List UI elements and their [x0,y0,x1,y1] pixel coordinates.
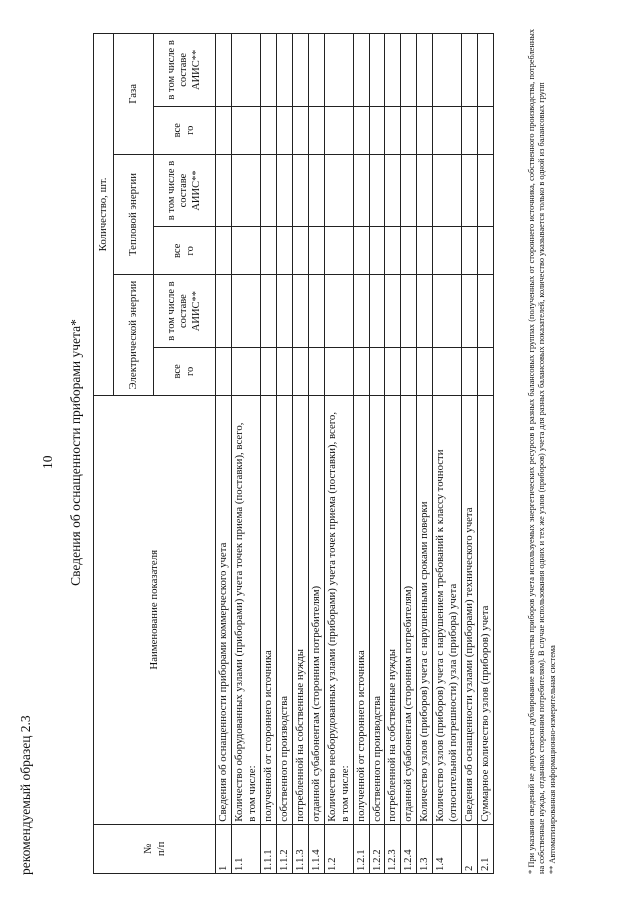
row-number: 1.1.2 [276,824,292,873]
value-cell[interactable] [369,154,385,227]
value-cell[interactable] [216,34,232,107]
value-cell[interactable] [260,227,276,275]
table-row [353,34,369,874]
value-cell[interactable] [308,347,324,395]
page-number: 10 [40,455,55,469]
table-row [433,34,462,874]
row-name: потребленной на собственные нужды [292,395,308,824]
row-number: 1.1.4 [308,824,324,873]
row-name: Количество узлов (приборов) учета с нарушением требований к классу точности (относительной погрешности) узла (прибора) учета [433,395,462,824]
value-cell[interactable] [417,227,433,275]
table-row [478,34,494,874]
footnote-1: * При указании сведений не допускается дублирование количества приборов учета используемых энергетических ресурсов в разных балансовых группах (полученных от стороннего источника, собственного производства, потребленных на собственные нужды, отданных сторонним потребителям). В случае использования одних и тех же узлов (приборов) учета для разных балансовых показателей, количество указывается только в одной из балансовых групп [527,29,547,874]
value-cell[interactable] [231,347,260,395]
row-name: полученной от стороннего источника [260,395,276,824]
row-name: отданной субабонентам (сторонним потребителям) [401,395,417,824]
row-number: 1.4 [433,824,462,873]
value-cell[interactable] [353,34,369,107]
row-name: собственного производства [369,395,385,824]
value-cell[interactable] [231,227,260,275]
value-cell[interactable] [385,106,401,154]
value-cell[interactable] [308,275,324,348]
value-cell[interactable] [231,275,260,348]
value-cell[interactable] [308,154,324,227]
row-name: Суммарное количество узлов (приборов) учета [478,395,494,824]
value-cell[interactable] [433,347,462,395]
value-cell[interactable] [478,34,494,107]
value-cell[interactable] [478,227,494,275]
value-cell[interactable] [260,34,276,107]
value-cell[interactable] [433,227,462,275]
value-cell[interactable] [385,347,401,395]
value-cell[interactable] [292,227,308,275]
value-cell[interactable] [369,34,385,107]
table-row [216,34,232,874]
table-row [401,34,417,874]
table-row [292,34,308,874]
value-cell[interactable] [292,34,308,107]
row-name: потребленной на собственные нужды [385,395,401,824]
value-cell[interactable] [369,275,385,348]
footnote-2: ** Автоматизированная информационно-измерительная система [547,645,557,874]
value-cell[interactable] [401,106,417,154]
value-cell[interactable] [231,154,260,227]
value-cell[interactable] [401,227,417,275]
row-number: 2.1 [478,824,494,873]
value-cell[interactable] [417,154,433,227]
value-cell[interactable] [462,154,478,227]
row-name: Сведения об оснащенности узлами (приборами) технического учета [462,395,478,824]
value-cell[interactable] [216,275,232,348]
col-name-header: Наименование показателя [94,395,216,824]
value-cell[interactable] [292,275,308,348]
value-cell[interactable] [433,106,462,154]
value-cell[interactable] [462,275,478,348]
table-row [324,34,353,874]
sub-header-total: все го [154,106,216,154]
row-name: полученной от стороннего источника [353,395,369,824]
value-cell[interactable] [385,34,401,107]
value-cell[interactable] [401,275,417,348]
row-name: Количество узлов (приборов) учета с нарушенными сроками поверки [417,395,433,824]
table-row [231,34,260,874]
value-cell[interactable] [401,34,417,107]
table-row [276,34,292,874]
value-cell[interactable] [369,227,385,275]
group-header-electric: Электрической энергии [114,275,154,396]
value-cell[interactable] [417,106,433,154]
value-cell[interactable] [324,34,353,107]
col-num-header [94,824,216,873]
value-cell[interactable] [478,347,494,395]
page-title: Сведения об оснащенности приборами учета* [68,319,83,586]
value-cell[interactable] [353,227,369,275]
value-cell[interactable] [353,275,369,348]
footnotes [527,29,558,874]
value-cell[interactable] [276,275,292,348]
table-row [385,34,401,874]
value-cell[interactable] [216,154,232,227]
row-number: 1.2 [324,824,353,873]
value-cell[interactable] [308,106,324,154]
value-cell[interactable] [433,34,462,107]
row-number: 1.1.1 [260,824,276,873]
row-number: 2 [462,824,478,873]
value-cell[interactable] [385,154,401,227]
value-cell[interactable] [216,227,232,275]
row-number: 1.3 [417,824,433,873]
value-cell[interactable] [292,106,308,154]
value-cell[interactable] [324,106,353,154]
value-cell[interactable] [216,106,232,154]
group-header-heat: Тепловой энергии [114,154,154,275]
value-cell[interactable] [292,347,308,395]
value-cell[interactable] [260,275,276,348]
row-number: 1 [216,824,232,873]
value-cell[interactable] [462,227,478,275]
row-name: Количество необорудованных узлами (приборами) учета точек приема (поставки), всего, в том числе: [324,395,353,824]
col-num-label: № п/п [141,841,167,857]
sub-header-total: все го [154,227,216,275]
value-cell[interactable] [417,347,433,395]
value-cell[interactable] [324,347,353,395]
value-cell[interactable] [276,154,292,227]
value-cell[interactable] [401,347,417,395]
value-cell[interactable] [417,275,433,348]
value-cell[interactable] [462,347,478,395]
row-name: Сведения об оснащенности приборами коммерческого учета [216,395,232,824]
value-cell[interactable] [353,154,369,227]
value-cell[interactable] [462,34,478,107]
value-cell[interactable] [401,154,417,227]
row-number: 1.1 [231,824,260,873]
sub-header-aiis: в том числе в составе АИИС** [154,34,216,107]
value-cell[interactable] [478,154,494,227]
table-row [260,34,276,874]
value-cell[interactable] [462,106,478,154]
row-name: отданной субабонентам (сторонним потребителям) [308,395,324,824]
value-cell[interactable] [478,275,494,348]
value-cell[interactable] [478,106,494,154]
value-cell[interactable] [433,275,462,348]
sub-header-aiis: в том числе в составе АИИС** [154,275,216,348]
value-cell[interactable] [292,154,308,227]
table-row [462,34,478,874]
value-cell[interactable] [276,34,292,107]
value-cell[interactable] [417,34,433,107]
row-number: 1.2.2 [369,824,385,873]
value-cell[interactable] [260,154,276,227]
value-cell[interactable] [276,347,292,395]
value-cell[interactable] [353,347,369,395]
row-number: 1.2.3 [385,824,401,873]
value-cell[interactable] [324,227,353,275]
row-number: 1.2.1 [353,824,369,873]
value-cell[interactable] [231,34,260,107]
sub-header-aiis: в том числе в составе АИИС** [154,154,216,227]
value-cell[interactable] [260,347,276,395]
row-number: 1.2.4 [401,824,417,873]
group-header-gas: Газа [114,34,154,155]
row-name: Количество оборудованных узлами (приборами) учета точек приема (поставки), всего, в том числе: [231,395,260,824]
value-cell[interactable] [308,34,324,107]
table-row [369,34,385,874]
value-cell[interactable] [385,227,401,275]
value-cell[interactable] [369,106,385,154]
value-cell[interactable] [324,275,353,348]
value-cell[interactable] [385,275,401,348]
value-cell[interactable] [260,106,276,154]
sub-header-total: все го [154,347,216,395]
value-cell[interactable] [369,347,385,395]
table-row [308,34,324,874]
value-cell[interactable] [276,227,292,275]
table-row [417,34,433,874]
value-cell[interactable] [216,347,232,395]
value-cell[interactable] [231,106,260,154]
value-cell[interactable] [324,154,353,227]
value-cell[interactable] [353,106,369,154]
metering-table [93,33,494,874]
sample-label: рекомендуемый образец 2.3 [18,715,33,875]
row-number: 1.1.3 [292,824,308,873]
row-name: собственного производства [276,395,292,824]
col-qty-header: Количество, шт. [94,34,114,396]
value-cell[interactable] [276,106,292,154]
value-cell[interactable] [433,154,462,227]
value-cell[interactable] [308,227,324,275]
